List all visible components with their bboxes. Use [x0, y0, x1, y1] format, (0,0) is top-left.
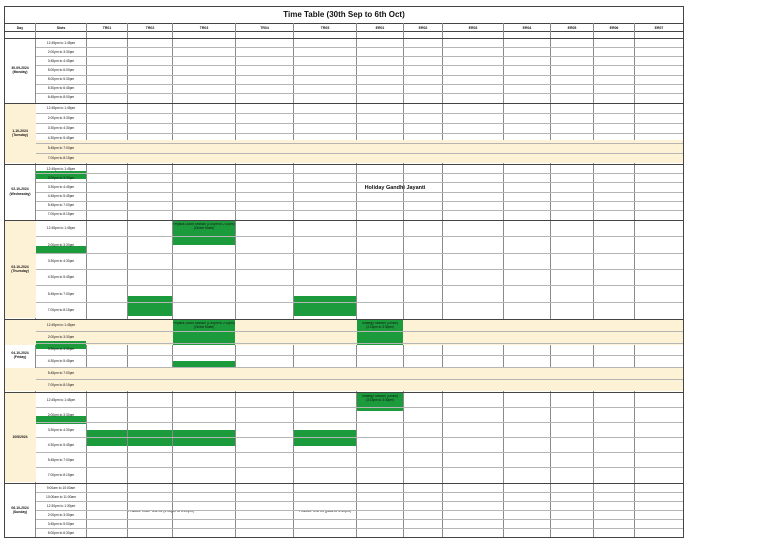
session-block [173, 430, 235, 446]
time-slot: 4:30pm to 5:45pm [47, 443, 75, 447]
row-divider [36, 201, 683, 202]
time-slot: 12:45pm to 1:45pm [46, 226, 76, 230]
col-line [293, 23, 294, 537]
col-line [127, 23, 128, 537]
col-line [356, 23, 357, 537]
time-slot: 12:45pm to 1:45pm [46, 167, 76, 171]
day-label: 02-10-2024 (Wednesday) [9, 187, 31, 196]
time-slot: 5:00pm to 6:00pm [47, 68, 75, 72]
time-slot: 4:45pm to 5:45pm [47, 194, 75, 198]
col-line [403, 23, 404, 537]
header-slots: Slots [56, 26, 66, 30]
time-slot: 3:30pm to 4:30pm [47, 259, 75, 263]
header-tr05: TR05 [320, 26, 330, 30]
col-line [172, 23, 173, 537]
day-block-divider [5, 392, 683, 393]
day-block-divider [5, 220, 683, 221]
session-block [294, 430, 356, 446]
day-block-divider [5, 38, 683, 39]
green-session-label: Strategy Session (Online) (3:15pm to 3:30pm) [361, 395, 399, 402]
timetable-sheet [4, 6, 684, 538]
session-block [128, 296, 172, 316]
time-slot: 2:00pm to 3:30pm [47, 243, 75, 247]
row-divider [36, 113, 683, 114]
day-label: 1-10-2024 (Tuesday) [12, 128, 28, 137]
row-divider [36, 84, 683, 85]
row-divider [36, 236, 683, 237]
header-er06: ER06 [609, 26, 619, 30]
time-slot: 4:30pm to 5:45pm [47, 359, 75, 363]
time-slot: 5:45pm to 7:00pm [47, 203, 75, 207]
green-session-label: Physics Doubt Session (1:45pm to 2:15pm) (Online Mode) [173, 223, 235, 230]
time-slot: 4:30pm to 5:45pm [47, 275, 75, 279]
col-line [235, 23, 236, 537]
day-block-divider [5, 164, 683, 165]
green-session-label: Physics Doubt Session (1:45pm to 2:15pm) (Online Mode) [173, 322, 235, 329]
time-slot: 2:00pm to 3:30pm [47, 176, 75, 180]
time-slot: 6:45pm to 8:00pm [47, 95, 75, 99]
time-slot: 5:00pm to 6:30pm [47, 531, 75, 535]
row-divider [36, 367, 683, 368]
time-slot: 2:00pm to 3:30pm [47, 116, 75, 120]
time-slot: 12:30pm to 1:30pm [46, 504, 76, 508]
time-slot: 3:30pm to 4:30pm [47, 126, 75, 130]
header-er02: ER02 [418, 26, 428, 30]
header-tr03: TR03 [199, 26, 209, 30]
row-divider [36, 56, 683, 57]
row-divider [36, 269, 683, 270]
time-slot: 5:45pm to 7:00pm [47, 292, 75, 296]
row-divider [36, 65, 683, 66]
day-block-divider [5, 103, 683, 104]
row-divider [36, 123, 683, 124]
time-slot: 12:45pm to 1:45pm [46, 323, 76, 327]
row-divider [36, 422, 683, 423]
green-session-label: Strategy Session (Online) (3:15pm to 3:30pm) [361, 322, 399, 329]
time-slot: 10:00am to 11:00am [46, 495, 76, 499]
day-label: 04-10-2024 (Friday) [11, 350, 29, 359]
row-divider [36, 467, 683, 468]
header-day: Day [16, 26, 24, 30]
col-line [634, 23, 635, 537]
row-divider [36, 192, 683, 193]
row-divider [36, 153, 683, 154]
row-divider [36, 93, 683, 94]
session-block [294, 296, 356, 316]
time-slot: 12:45pm to 1:45pm [46, 41, 76, 45]
row-divider [36, 143, 683, 144]
row-divider [36, 47, 683, 48]
row-divider [36, 253, 683, 254]
page-title: Time Table (30th Sep to 6th Oct) [5, 7, 683, 24]
session-block [128, 430, 172, 446]
time-slot: 3:45pm to 4:45pm [47, 59, 75, 63]
header-tr02: TR02 [145, 26, 155, 30]
time-slot: 7:00pm to 8:15pm [47, 212, 75, 216]
row-divider [36, 210, 683, 211]
row-divider [36, 331, 683, 332]
day-block-divider [5, 483, 683, 484]
time-slot: 5:30pm to 6:45pm [47, 86, 75, 90]
time-slot: 5:00pm to 5:30pm [47, 77, 75, 81]
time-slot: 7:00pm to 8:15pm [47, 308, 75, 312]
time-slot: 3:45pm to 5:00pm [47, 522, 75, 526]
header-er04: ER04 [522, 26, 532, 30]
time-slot: 4:30pm to 5:45pm [47, 136, 75, 140]
row-divider [36, 519, 683, 520]
row-divider [36, 75, 683, 76]
header-er05: ER05 [567, 26, 577, 30]
time-slot: 5:45pm to 7:00pm [47, 371, 75, 375]
row-divider [36, 343, 683, 344]
time-slot: 2:00pm to 3:30pm [47, 513, 75, 517]
day-label: 03-10-2024 (Thursday) [11, 264, 29, 273]
row-divider [36, 452, 683, 453]
time-slot: 2:00pm to 3:30pm [47, 335, 75, 339]
sunday-note-right: Practice Test 04 (pass to 4:30pm) [298, 510, 352, 513]
time-slot: 5:45pm to 7:00pm [47, 458, 75, 462]
row-divider [36, 173, 683, 174]
time-slot: 9:00am to 10:00am [46, 486, 76, 490]
row-divider [36, 528, 683, 529]
header-er01: ER01 [375, 26, 385, 30]
day-label: 30-09-2024 (Monday) [11, 65, 29, 74]
row-divider [36, 501, 683, 502]
row-divider [36, 133, 683, 134]
day-block-divider [5, 319, 683, 320]
row-divider [36, 492, 683, 493]
time-slot: 3:30pm to 4:45pm [47, 185, 75, 189]
header-tr04: TR04 [260, 26, 269, 30]
holiday-label: Holiday Gandhi Jayanti [364, 185, 426, 191]
header-er07: ER07 [654, 26, 664, 30]
row-divider [36, 510, 683, 511]
time-slot: 12:45pm to 1:45pm [46, 398, 76, 402]
row-divider [36, 355, 683, 356]
time-slot: 3:30pm to 4:30pm [47, 347, 75, 351]
day-label: 06-10-2024 (Sunday) [11, 505, 29, 514]
time-slot: 2:00pm to 3:30pm [47, 50, 75, 54]
time-slot: 12:45pm to 1:45pm [46, 106, 76, 110]
col-line [503, 23, 504, 537]
time-slot: 2:00pm to 3:30pm [47, 413, 75, 417]
col-line [550, 23, 551, 537]
col-line [442, 23, 443, 537]
row-divider [36, 379, 683, 380]
header-er03: ER03 [468, 26, 478, 30]
sunday-note-left: Practice Team Test 04 (2:00pm to 5:20pm) [128, 510, 194, 513]
header-tr01: TR01 [102, 26, 112, 30]
time-slot: 7:00pm to 8:15pm [47, 473, 75, 477]
row-divider [36, 285, 683, 286]
time-slot: 3:30pm to 4:30pm [47, 428, 75, 432]
day-label: 10/5/2024 [12, 434, 28, 439]
session-block [87, 430, 127, 446]
row-divider [36, 182, 683, 183]
col-line [593, 23, 594, 537]
row-divider [36, 302, 683, 303]
row-highlight [5, 320, 683, 345]
time-slot: 5:45pm to 7:00pm [47, 146, 75, 150]
time-slot: 7:00pm to 8:15pm [47, 383, 75, 387]
row-divider [36, 437, 683, 438]
col-line [86, 23, 87, 537]
row-divider [36, 407, 683, 408]
time-slot: 7:00pm to 8:15pm [47, 156, 75, 160]
